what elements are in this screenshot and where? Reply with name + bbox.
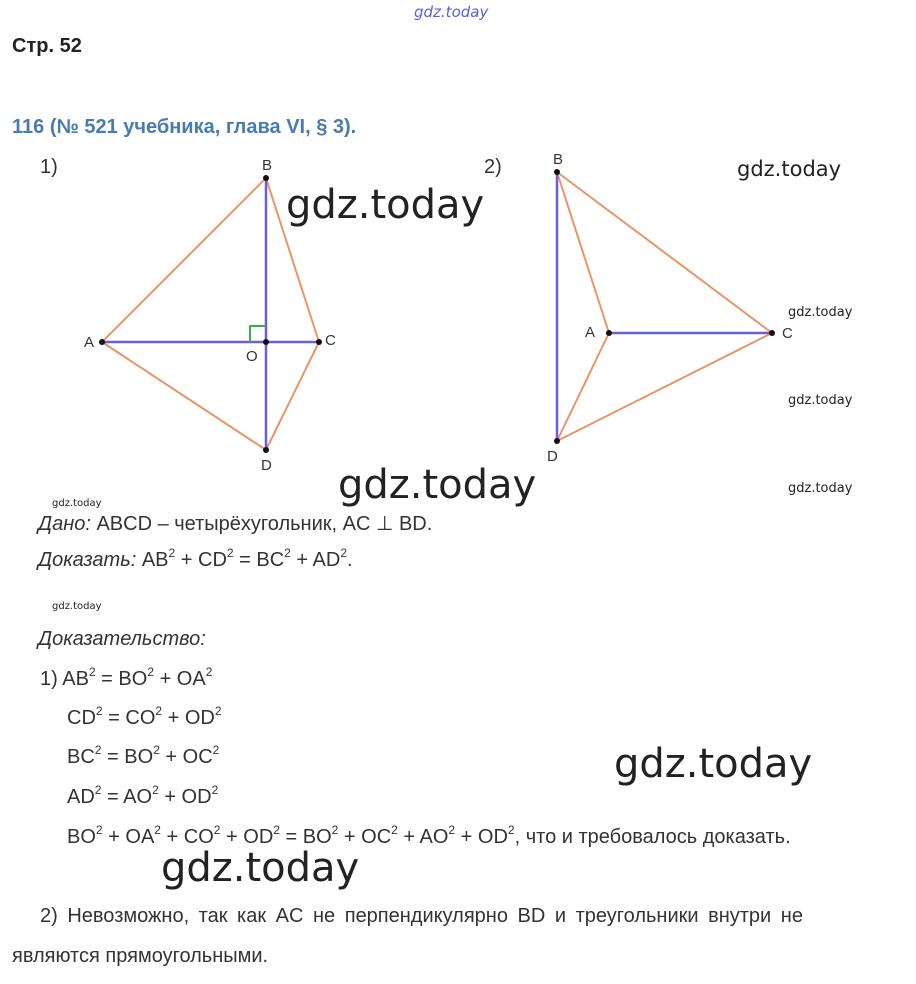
task-title: 116 (№ 521 учебника, глава VI, § 3).: [12, 116, 357, 138]
prove-label: Доказать:: [38, 549, 137, 571]
prove-line: Доказать: $AB^2 + CD^2 = BC^2 + AD^2$.: [38, 546, 353, 571]
figure-1-label: 1): [40, 156, 58, 178]
watermark-large-2: gdz.today: [338, 462, 537, 508]
figure-1-label-c: C: [325, 332, 336, 349]
watermark-tiny-1: gdz.today: [52, 498, 102, 509]
figure-2-label: 2): [484, 156, 502, 178]
step-1-prefix: 1): [40, 668, 58, 690]
step-2-line-2: являются прямоугольными.: [12, 945, 269, 967]
watermark-small-3: gdz.today: [788, 481, 853, 496]
figure-1-label-b: B: [262, 157, 273, 174]
figure-2-label-c: C: [782, 325, 793, 342]
conclusion-tail: , что и требовалось доказать.: [514, 826, 791, 848]
proof-equation-2: $CD^2 = CO^2 + OD^2$: [67, 704, 222, 729]
figure-2-point-c: [769, 330, 775, 336]
proof-equation-1: 1) $AB^2 = BO^2 + OA^2$: [40, 665, 213, 690]
figure-1-point-d: [263, 447, 269, 453]
figure-2-label-a: A: [585, 324, 596, 341]
figure-2-point-d: [554, 438, 560, 444]
figure-1-right-angle-mark: [250, 326, 266, 342]
step-2-line-1: 2) Невозможно, так как AC не перпендикулярно BD и треугольники внутри не: [40, 905, 803, 927]
proof-equation-3: $BC^2 = BO^2 + OC^2$: [67, 743, 220, 768]
watermark-small-1: gdz.today: [788, 305, 853, 320]
watermark-top: gdz.today: [414, 3, 489, 21]
proof-conclusion: $BO^2 + OA^2 + CO^2 + OD^2 = BO^2 + OC^2 + AO^2 + OD^2$, что и требовалось доказать.: [67, 823, 791, 848]
figure-2-point-b: [554, 169, 560, 175]
given-text: ABCD – четырёхугольник, AC ⊥ BD.: [90, 513, 433, 535]
figure-1-point-b: [263, 175, 269, 181]
watermark-large-4: gdz.today: [161, 845, 360, 891]
watermark-medium: gdz.today: [737, 157, 842, 181]
figure-1-point-a: [99, 339, 105, 345]
figure-2-label-d: D: [547, 448, 558, 465]
given-label: Дано:: [38, 513, 91, 535]
proof-equation-4: $AD^2 = AO^2 + OD^2$: [67, 783, 219, 808]
figure-1-point-c: [316, 339, 322, 345]
page-number: Стр. 52: [12, 35, 82, 57]
given-line: [38, 511, 432, 536]
figure-2-label-b: B: [553, 151, 564, 168]
proof-label: Доказательство:: [38, 628, 206, 650]
watermark-large-3: gdz.today: [614, 741, 813, 787]
figure-1-label-o: O: [246, 348, 258, 365]
figure-2-diagonals: [557, 172, 772, 441]
figure-1-label-a: A: [84, 334, 95, 351]
figure-2-orange-edges: [557, 172, 772, 441]
figure-2-point-a: [606, 330, 612, 336]
watermark-large-1: gdz.today: [286, 182, 485, 228]
watermark-small-2: gdz.today: [788, 393, 853, 408]
figure-1-label-d: D: [261, 457, 272, 474]
watermark-tiny-2: gdz.today: [52, 601, 102, 612]
figure-1-point-o: [263, 339, 269, 345]
